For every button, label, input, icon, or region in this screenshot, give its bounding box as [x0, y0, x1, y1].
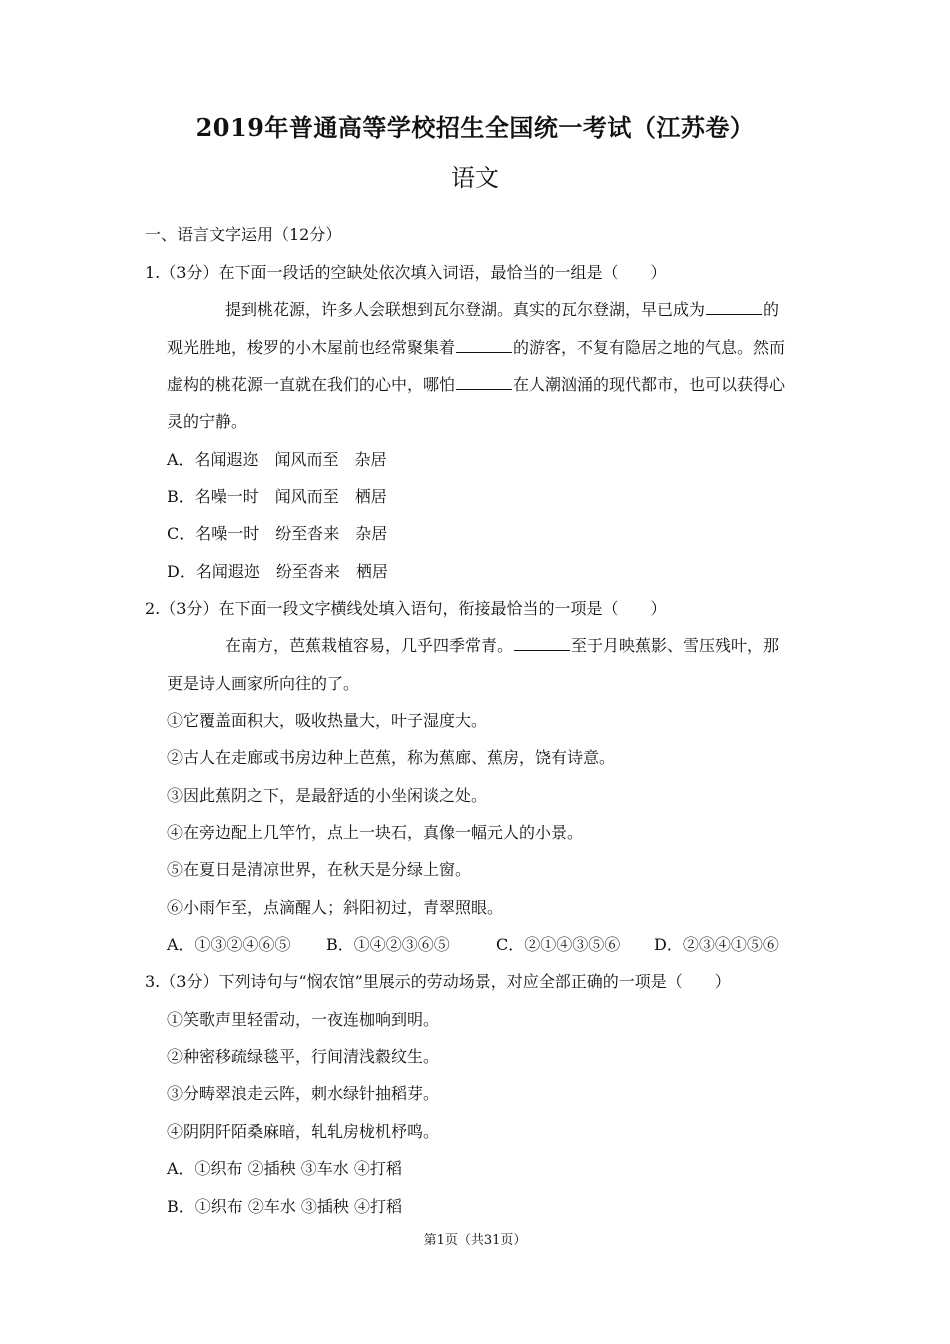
section-heading: 一、语言文字运用（12分）: [145, 225, 342, 244]
subject-title: 语文: [451, 164, 499, 192]
q1-option-a: A．名闻遐迩 闻风而至 杂居: [167, 450, 387, 469]
q2-item-5: ⑤在夏日是清凉世界，在秋天是分绿上窗。: [167, 860, 472, 879]
q3-item-4: ④阴阴阡陌桑麻暗，轧轧房栊机杼鸣。: [167, 1122, 440, 1141]
q2-stem: 2.（3分）在下面一段文字横线处填入语句，衔接最恰当的一项是（ ）: [145, 599, 667, 618]
q2-option-d: D．②③④①⑤⑥: [654, 935, 779, 954]
q3-item-2: ②种密移疏绿毯平，行间清浅縠纹生。: [167, 1047, 440, 1066]
document-title: 2019年普通高等学校招生全国统一考试（江苏卷）: [195, 113, 755, 142]
q2-item-3: ③因此蕉阴之下，是最舒适的小坐闲谈之处。: [167, 786, 488, 805]
fill-blank: [456, 375, 512, 390]
fill-blank: [706, 300, 762, 315]
q3-option-b: B．①织布 ②车水 ③插秧 ④打稻: [167, 1197, 403, 1216]
q1-text: 虚构的桃花源一直就在我们的心中，哪怕: [167, 375, 456, 394]
q1-option-b: B．名噪一时 闻风而至 栖居: [167, 487, 387, 506]
q2-passage-line-2: 更是诗人画家所向往的了。: [167, 674, 360, 693]
q1-stem: 1.（3分）在下面一段话的空缺处依次填入词语，最恰当的一组是（ ）: [145, 263, 667, 282]
fill-blank: [456, 338, 512, 353]
q2-option-b: B．①④②③⑥⑤: [326, 935, 450, 954]
q1-passage-line-1: [225, 299, 779, 321]
q1-option-c: C．名噪一时 纷至沓来 杂居: [167, 524, 388, 543]
q2-item-4: ④在旁边配上几竿竹，点上一块石，真像一幅元人的小景。: [167, 823, 584, 842]
q1-text: 在人潮汹涌的现代都市，也可以获得心: [513, 375, 786, 394]
q1-passage-line-4: 灵的宁静。: [167, 412, 248, 431]
q2-item-1: ①它覆盖面积大，吸收热量大，叶子湿度大。: [167, 711, 488, 730]
q2-text: 在南方，芭蕉栽植容易，几乎四季常青。: [225, 636, 514, 655]
q3-item-3: ③分畴翠浪走云阵，刺水绿针抽稻芽。: [167, 1084, 440, 1103]
q1-passage-line-2: [167, 337, 785, 359]
q2-item-6: ⑥小雨乍至，点滴醒人；斜阳初过，青翠照眼。: [167, 898, 504, 917]
q3-option-a: A．①织布 ②插秧 ③车水 ④打稻: [167, 1159, 402, 1178]
q1-passage-line-3: [167, 374, 785, 396]
q1-option-d: D．名闻遐迩 纷至沓来 栖居: [167, 562, 388, 581]
q3-item-1: ①笑歌声里轻雷动，一夜连枷响到明。: [167, 1010, 440, 1029]
q1-text: 的: [763, 300, 780, 319]
fill-blank: [514, 636, 570, 651]
q2-passage-line-1: [225, 635, 779, 657]
q2-option-c: C．②①④③⑤⑥: [496, 935, 621, 954]
q2-item-2: ②古人在走廊或书房边种上芭蕉，称为蕉廊、蕉房，饶有诗意。: [167, 748, 616, 767]
q2-option-a: A．①③②④⑥⑤: [167, 935, 291, 954]
q1-text: 提到桃花源，许多人会联想到瓦尔登湖。真实的瓦尔登湖，早已成为: [225, 300, 706, 319]
q3-stem: 3.（3分）下列诗句与“悯农馆”里展示的劳动场景，对应全部正确的一项是（ ）: [145, 972, 731, 991]
q1-text: 观光胜地，梭罗的小木屋前也经常聚集着: [167, 338, 456, 357]
page-footer: 第1页（共31页）: [423, 1233, 527, 1248]
q2-text: 至于月映蕉影、雪压残叶，那: [571, 636, 780, 655]
q1-text: 的游客，不复有隐居之地的气息。然而: [513, 338, 786, 357]
